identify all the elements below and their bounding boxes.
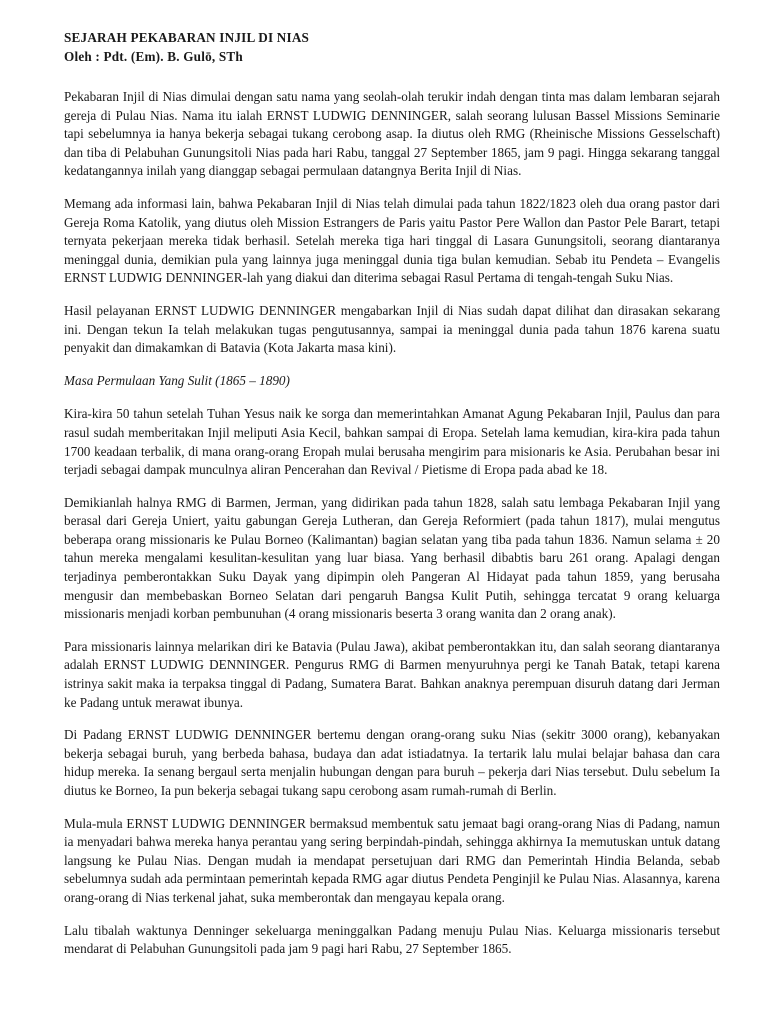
section-paragraph-5: Mula-mula ERNST LUDWIG DENNINGER bermaksud membentuk satu jemaat bagi orang-orang Nias di Padang, namun ia menyadari bahwa mereka hanya perantau yang sering berpindah-pindah, sehingga akhirnya Ia memutuskan untuk datang langsung ke Pulau Nias. Dengan mudah ia mendapat persetujuan dari RMG dan Pemerintah Hindia Belanda, sebab sebelumnya sudah ada permintaan pemerintah kepada RMG agar diutus Pendeta Penginjil ke Pulau Nias. Alasannya, karena orang-orang di Nias terkenal jahat, suka memberontak dan mengayau kepala orang. bbox=[64, 815, 720, 905]
section-paragraph-4: Di Padang ERNST LUDWIG DENNINGER bertemu dengan orang-orang suku Nias (sekitr 3000 orang), kebanyakan bekerja sebagai buruh, yang berbeda bahasa, budaya dan adat istiadatnya. Ia tertarik lalu mulai belajar bahasa dan cara hidup mereka. Ia senang bergaul serta menjalin hubungan dengan para buruh – pekerja dari Nias tersebut. Dulu sebelum Ia diutus ke Borneo, Ia pun bekerja sebagai tukang sapu cerobong asam rumah-rumah di Berlin. bbox=[64, 727, 720, 798]
section-paragraph-2: Demikianlah halnya RMG di Barmen, Jerman, yang didirikan pada tahun 1828, salah satu lembaga Pekabaran Injil yang berasal dari Gereja Uniert, yaitu gabungan Gereja Lutheran, dan Gereja Reformiert (pada tahun 1817), mulai mengutus beberapa orang missionaris ke Pulau Borneo (Kalimantan) bagian selatan yang tiba pada tahun 1836. Namun selama ± 20 tahun mereka mengalami kesulitan-kesulitan yang luar biasa. Yang berhasil dibabtis baru 261 orang. Apalagi dengan terjadinya pemberontakkan Suku Dayak yang dipimpin oleh Pangeran Al Hidayat pada tahun 1859, yang berusaha mengusir dan membebaskan Borneo Selatan dari pengaruh Bangsa Kulit Putih, sehingga tercatat 9 orang keluarga missionaris menjadi korban pembunuhan (4 orang missionaris beserta 3 orang wanita dan 2 orang anak). bbox=[64, 494, 720, 622]
paragraph-1: Pekabaran Injil di Nias dimulai dengan satu nama yang seolah-olah terukir indah dengan tinta mas dalam lembaran sejarah gereja di Pulau Nias. Nama itu ialah ERNST LUDWIG DENNINGER, salah seorang lulusan Bassel Missions Seminarie tapi sebelumnya ia hanya bekerja sebagai tukang cerobong asap. Ia diutus oleh RMG (Rheinische Missions Gesselschaft) dan tiba di Pelabuhan Gunungsitoli Nias pada hari Rabu, tanggal 27 September 1865, jam 9 pagi. Hingga sekarang tanggal kedatangannya inilah yang dianggap sebagai permulaan datangnya Berita Injil di Nias. bbox=[64, 89, 720, 179]
author-line: Oleh : Pdt. (Em). B. Gulō, STh bbox=[64, 49, 243, 64]
paragraph-3: Hasil pelayanan ERNST LUDWIG DENNINGER mengabarkan Injil di Nias sudah dapat dilihat dan dirasakan sekarang ini. Dengan tekun Ia telah melakukan tugas pengutusannya, sampai ia meninggal dunia pada tahun 1876 karena suatu penyakit dan dimakamkan di Batavia (Kota Jakarta masa kini). bbox=[64, 302, 720, 356]
section-paragraph-1: Kira-kira 50 tahun setelah Tuhan Yesus naik ke sorga dan memerintahkan Amanat Agung Pekabaran Injil, Paulus dan para rasul sudah memberitakan Injil meliputi Asia Kecil, bahkan sampai di Eropa. Setelah lama kemudian, kira-kira pada tahun 1700 keadaan terbalik, di mana orang-orang Eropah mulai berusaha mengirim para misionaris ke Asia. Perubahan besar ini terjadi sebagai dampak munculnya aliran Pencerahan dan Revival / Pietisme di Eropa pada abad ke 18. bbox=[64, 406, 720, 478]
document-title: SEJARAH PEKABARAN INJIL DI NIAS bbox=[64, 30, 310, 45]
section-heading: Masa Permulaan Yang Sulit (1865 – 1890) bbox=[64, 372, 290, 388]
paragraph-2: Memang ada informasi lain, bahwa Pekabaran Injil di Nias telah dimulai pada tahun 1822/1823 oleh dua orang pastor dari Gereja Roma Katolik, yang diutus oleh Mission Estrangers de Paris yaitu Pastor Pere Wallon dan Pastor Pele Barart, tetapi ternyata pekerjaan mereka tidak berhasil. Setelah mereka tiga hari tinggal di Lasara Gunungsitoli, seorang diantaranya meninggal dunia, demikian pula yang lainnya juga meninggal dunia tiga bulan kemudian. Sebab itu Pendeta – Evangelis ERNST LUDWIG DENNINGER-lah yang diakui dan diterima sebagai Rasul Pertama di tengah-tengah Suku Nias. bbox=[64, 195, 720, 286]
section-paragraph-6: Lalu tibalah waktunya Denninger sekeluarga meninggalkan Padang menuju Pulau Nias. Keluarga missionaris tersebut mendarat di Pelabuhan Gunungsitoli pada jam 9 pagi hari Rabu, 27 September 1865. bbox=[64, 922, 720, 957]
section-paragraph-3: Para missionaris lainnya melarikan diri ke Batavia (Pulau Jawa), akibat pemberontakkan itu, dan salah seorang diantaranya adalah ERNST LUDWIG DENNINGER. Pengurus RMG di Barmen menyuruhnya pergi ke Tanah Batak, tetapi karena istrinya sakit maka ia terpaksa tinggal di Padang, Sumatera Barat. Bahkan anaknya perempuan disuruh datang dari Jerman ke Padang untuk merawat ibunya. bbox=[64, 638, 720, 710]
document-page bbox=[64, 28, 720, 973]
